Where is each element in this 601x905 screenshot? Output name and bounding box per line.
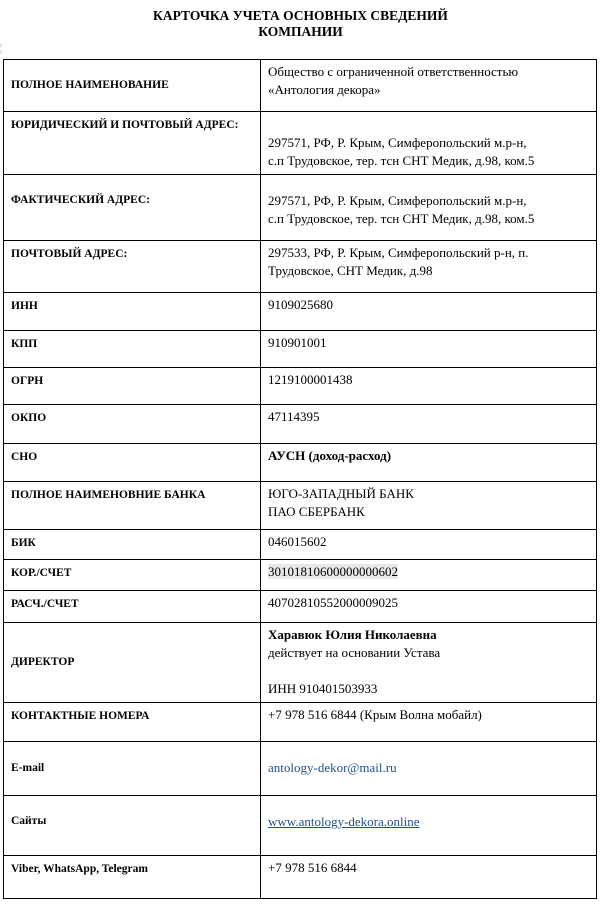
document-title	[0, 8, 601, 40]
value-sites	[261, 796, 597, 856]
label-legal-address: ЮРИДИЧЕСКИЙ И ПОЧТОВЫЙ АДРЕС:	[4, 112, 261, 175]
value-legal-address-line1: 297571, РФ, Р. Крым, Симферопольский м.р-н,	[268, 135, 527, 150]
value-messengers: +7 978 516 6844	[261, 856, 597, 899]
label-bik: БИК	[4, 530, 261, 560]
director-inn: ИНН 910401503933	[268, 681, 378, 696]
value-bank-name-line1: ЮГО-ЗАПАДНЫЙ БАНК	[268, 486, 414, 501]
value-phones: +7 978 516 6844 (Крым Волна мобайл)	[261, 703, 597, 742]
label-messengers: Viber, WhatsApp, Telegram	[4, 856, 261, 899]
value-actual-address-line2: с.п Трудовское, тер. тсн СНТ Медик, д.98, ком.5	[268, 211, 535, 226]
value-full-name-line1: Общество с ограниченной ответственностью	[268, 64, 519, 79]
label-phones: КОНТАКТНЫЕ НОМЕРА	[4, 703, 261, 742]
label-director: ДИРЕКТОР	[4, 623, 261, 703]
site-link[interactable]: www.antology-dekora.online	[268, 814, 420, 829]
label-bank-name: ПОЛНОЕ НАИМЕНОВНИЕ БАНКА	[4, 482, 261, 530]
value-inn: 9109025680	[261, 293, 597, 331]
label-ogrn: ОГРН	[4, 368, 261, 405]
value-corr-account	[261, 560, 597, 591]
table-row-phones	[4, 703, 597, 742]
value-ogrn: 1219100001438	[261, 368, 597, 405]
value-full-name-line2: «Антология декора»	[268, 82, 381, 97]
value-postal-address	[261, 241, 597, 293]
label-sno: СНО	[4, 444, 261, 482]
value-actual-address-line1: 297571, РФ, Р. Крым, Симферопольский м.р-н,	[268, 193, 527, 208]
document-title-line1: КАРТОЧКА УЧЕТА ОСНОВНЫХ СВЕДЕНИЙ	[153, 8, 448, 23]
table-row-okpo	[4, 405, 597, 444]
table-row-corr-account	[4, 560, 597, 591]
table-row-email	[4, 742, 597, 796]
table-row-messengers	[4, 856, 597, 899]
document-title-line2: КОМПАНИИ	[258, 24, 343, 39]
label-inn: ИНН	[4, 293, 261, 331]
table-row-full-name	[4, 60, 597, 112]
label-actual-address: ФАКТИЧЕСКИЙ АДРЕС:	[4, 175, 261, 241]
value-bank-name	[261, 482, 597, 530]
value-sno: АУСН (доход-расход)	[261, 444, 597, 482]
value-okpo: 47114395	[261, 405, 597, 444]
value-corr-account-text: 30101810600000000602	[268, 564, 398, 579]
table-row-current-account	[4, 591, 597, 623]
value-kpp: 910901001	[261, 331, 597, 368]
table-row-director	[4, 623, 597, 703]
table-row-actual-address	[4, 175, 597, 241]
table-row-ogrn	[4, 368, 597, 405]
table-row-kpp	[4, 331, 597, 368]
value-email	[261, 742, 597, 796]
table-row-inn	[4, 293, 597, 331]
table-row-sites	[4, 796, 597, 856]
value-director	[261, 623, 597, 703]
value-postal-address-line1: 297533, РФ, Р. Крым, Симферопольский р-н, п.	[268, 245, 529, 260]
label-email: E-mail	[4, 742, 261, 796]
value-postal-address-line2: Трудовское, СНТ Медик, д.98	[268, 263, 433, 278]
value-full-name	[261, 60, 597, 112]
value-legal-address-line2: с.п Трудовское, тер. тсн СНТ Медик, д.98, ком.5	[268, 153, 535, 168]
director-basis: действует на основании Устава	[268, 645, 441, 660]
director-name: Харавюк Юлия Николаевна	[268, 627, 437, 642]
value-current-account: 40702810552000009025	[261, 591, 597, 623]
table-row-postal-address	[4, 241, 597, 293]
label-postal-address: ПОЧТОВЫЙ АДРЕС:	[4, 241, 261, 293]
company-card-table	[3, 59, 597, 899]
table-row-bank-name	[4, 482, 597, 530]
value-actual-address	[261, 175, 597, 241]
label-full-name: ПОЛНОЕ НАИМЕНОВАНИЕ	[4, 60, 261, 112]
value-bank-name-line2: ПАО СБЕРБАНК	[268, 504, 365, 519]
table-row-legal-address	[4, 112, 597, 175]
label-okpo: ОКПО	[4, 405, 261, 444]
table-anchor-mark: ¦	[0, 43, 3, 54]
label-current-account: РАСЧ./СЧЕТ	[4, 591, 261, 623]
label-kpp: КПП	[4, 331, 261, 368]
table-row-bik	[4, 530, 597, 560]
label-sites: Сайты	[4, 796, 261, 856]
value-legal-address	[261, 112, 597, 175]
email-link[interactable]: antology-dekor@mail.ru	[268, 760, 397, 775]
label-corr-account: КОР./СЧЕТ	[4, 560, 261, 591]
value-bik: 046015602	[261, 530, 597, 560]
table-row-sno	[4, 444, 597, 482]
